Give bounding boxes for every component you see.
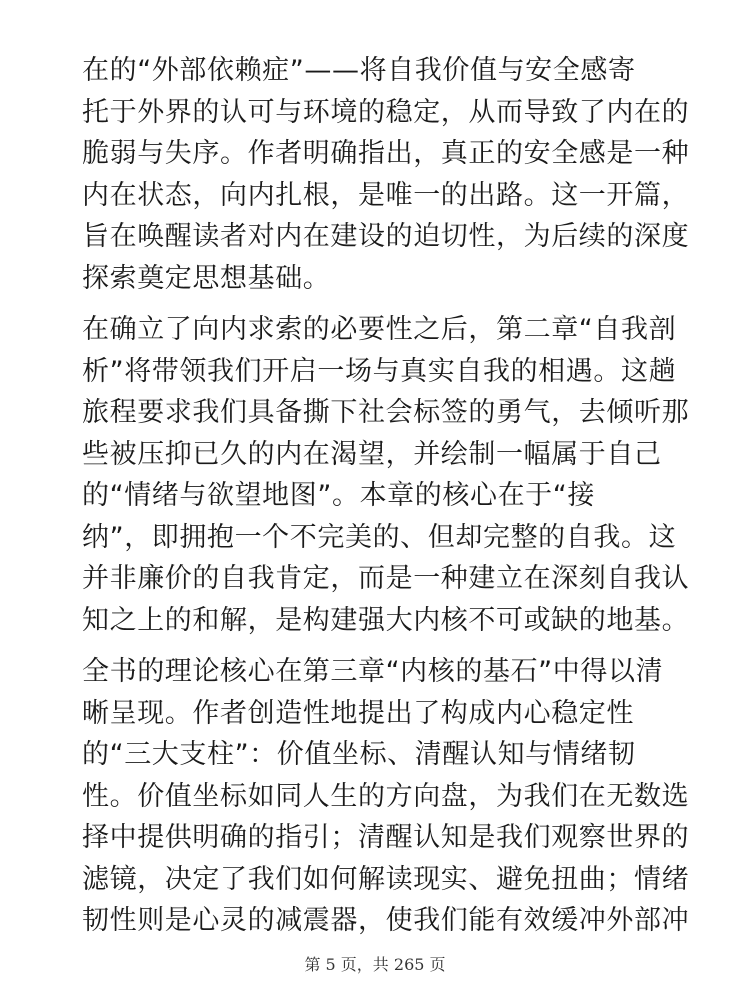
text-line: 在确立了向内求索的必要性之后，第二章“自我剖 xyxy=(82,314,677,345)
text-line: 择中提供明确的指引；清醒认知是我们观察世界的 xyxy=(82,822,690,853)
paragraph-1 xyxy=(82,50,690,299)
text-line: 旅程要求我们具备撕下社会标签的勇气，去倾听那 xyxy=(82,397,690,428)
text-line: 滤镜，决定了我们如何解读现实、避免扭曲；情绪 xyxy=(82,863,690,895)
text-line: 的“三大支柱”：价值坐标、清醒认知与情绪韧 xyxy=(82,739,636,770)
text-line: 全书的理论核心在第三章“内核的基石”中得以清 xyxy=(82,656,664,687)
body-text xyxy=(82,50,690,952)
text-line: 性。价值坐标如同人生的方向盘，为我们在无数选 xyxy=(82,780,690,812)
text-line: 知之上的和解，是构建强大内核不可或缺的地基。 xyxy=(82,604,690,636)
text-line: 并非廉价的自我肯定，而是一种建立在深刻自我认 xyxy=(82,563,690,594)
text-line: 探索奠定思想基础。 xyxy=(82,262,331,294)
text-line: 些被压抑已久的内在渴望，并绘制一幅属于自己 xyxy=(82,438,662,470)
text-line: 纳”，即拥抱一个不完美的、但却完整的自我。这 xyxy=(82,521,677,553)
page-number: 第 5 页，共 265 页 xyxy=(304,955,446,974)
text-line: 旨在唤醒读者对内在建设的迫切性，为后续的深度 xyxy=(82,221,690,252)
text-line: 内在状态，向内扎根，是唯一的出路。这一开篇， xyxy=(82,179,690,211)
text-line: 脆弱与失序。作者明确指出，真正的安全感是一种 xyxy=(82,138,690,169)
text-line: 韧性则是心灵的减震器，使我们能有效缓冲外部冲 xyxy=(82,905,690,936)
paragraph-2 xyxy=(82,309,690,641)
text-line: 在的“外部依赖症”——将自我价值与安全感寄 xyxy=(82,55,636,86)
text-line: 晰呈现。作者创造性地提出了构成内心稳定性 xyxy=(82,697,634,729)
text-line: 的“情绪与欲望地图”。本章的核心在于“接 xyxy=(82,480,595,511)
text-line: 析”将带领我们开启一场与真实自我的相遇。这趟 xyxy=(82,355,677,387)
paragraph-3 xyxy=(82,651,690,942)
text-line: 托于外界的认可与环境的稳定，从而导致了内在的 xyxy=(82,96,690,128)
